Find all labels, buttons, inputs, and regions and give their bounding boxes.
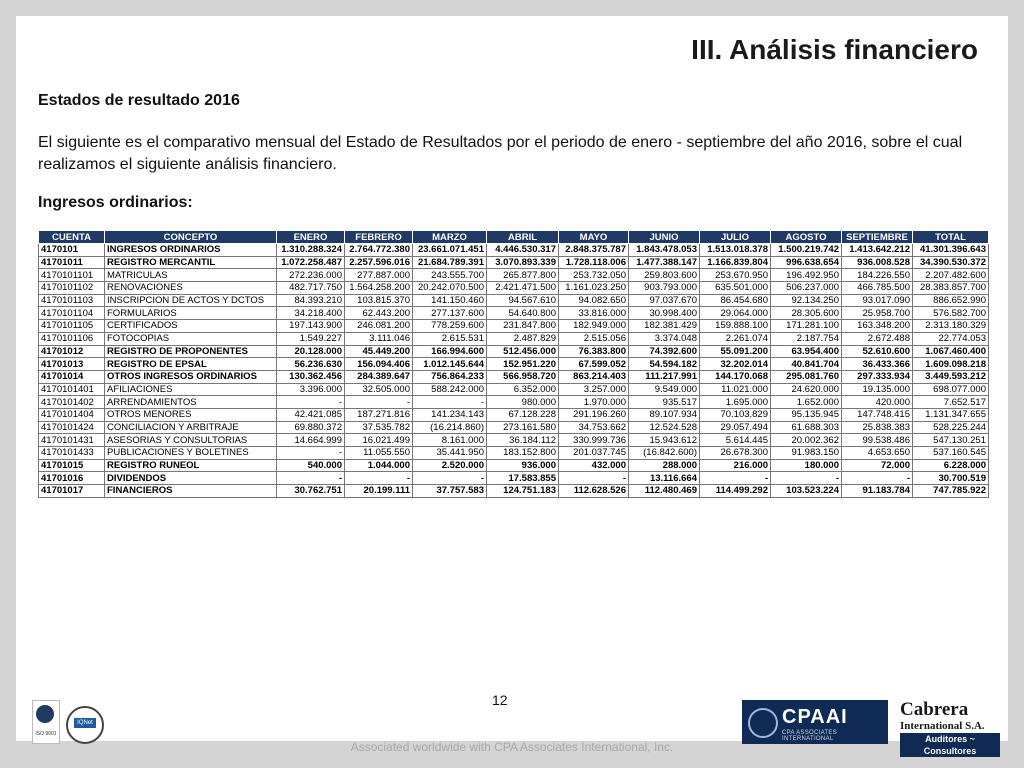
- amount-cell: 32.202.014: [700, 358, 771, 371]
- concept-cell: MATRICULAS: [105, 269, 277, 282]
- concept-cell: FORMULARIOS: [105, 307, 277, 320]
- amount-cell: 277.887.000: [345, 269, 413, 282]
- amount-cell: 12.524.528: [629, 421, 700, 434]
- amount-cell: 72.000: [842, 459, 913, 472]
- amount-cell: 99.538.486: [842, 434, 913, 447]
- amount-cell: 55.091.200: [700, 345, 771, 358]
- table-row: [39, 269, 989, 282]
- table-row: [39, 345, 989, 358]
- amount-cell: 903.793.000: [629, 282, 700, 295]
- amount-cell: 9.549.000: [629, 383, 700, 396]
- amount-cell: 8.161.000: [413, 434, 487, 447]
- amount-cell: 935.517: [629, 396, 700, 409]
- amount-cell: 1.044.000: [345, 459, 413, 472]
- amount-cell: 2.615.531: [413, 332, 487, 345]
- amount-cell: 34.218.400: [277, 307, 345, 320]
- amount-cell: 284.389.647: [345, 370, 413, 383]
- cpaai-tagline: CPA ASSOCIATES INTERNATIONAL: [782, 730, 837, 742]
- concept-cell: OTROS MENORES: [105, 408, 277, 421]
- column-header: FEBRERO: [345, 231, 413, 244]
- amount-cell: 25.838.383: [842, 421, 913, 434]
- amount-cell: 67.128.228: [487, 408, 559, 421]
- cabrera-logo: [900, 699, 1000, 756]
- amount-cell: -: [345, 396, 413, 409]
- concept-cell: INSCRIPCION DE ACTOS Y DCTOS: [105, 294, 277, 307]
- amount-cell: 936.008.528: [842, 256, 913, 269]
- amount-cell: 91.983.150: [771, 447, 842, 460]
- account-cell: 4170101424: [39, 421, 105, 434]
- amount-cell: 778.259.600: [413, 320, 487, 333]
- amount-cell: 635.501.000: [700, 282, 771, 295]
- slide: [16, 16, 1008, 741]
- amount-cell: 76.383.800: [559, 345, 629, 358]
- amount-cell: -: [345, 472, 413, 485]
- table-row: [39, 282, 989, 295]
- account-cell: 41701014: [39, 370, 105, 383]
- amount-cell: 147.748.415: [842, 408, 913, 421]
- amount-cell: 103.815.370: [345, 294, 413, 307]
- column-header: AGOSTO: [771, 231, 842, 244]
- amount-cell: -: [277, 447, 345, 460]
- amount-cell: 141.150.460: [413, 294, 487, 307]
- amount-cell: -: [277, 396, 345, 409]
- amount-cell: 52.610.600: [842, 345, 913, 358]
- amount-cell: 1.161.023.250: [559, 282, 629, 295]
- amount-cell: 506.237.000: [771, 282, 842, 295]
- amount-cell: 4.446.530.317: [487, 244, 559, 257]
- amount-cell: 512.456.000: [487, 345, 559, 358]
- account-cell: 4170101431: [39, 434, 105, 447]
- table-row: [39, 421, 989, 434]
- amount-cell: 156.094.406: [345, 358, 413, 371]
- amount-cell: 1.843.478.053: [629, 244, 700, 257]
- amount-cell: 243.555.700: [413, 269, 487, 282]
- amount-cell: 216.000: [700, 459, 771, 472]
- amount-cell: 29.057.494: [700, 421, 771, 434]
- column-header: ENERO: [277, 231, 345, 244]
- amount-cell: 756.864.233: [413, 370, 487, 383]
- amount-cell: 103.523.224: [771, 485, 842, 498]
- amount-cell: 144.170.068: [700, 370, 771, 383]
- table-row: [39, 472, 989, 485]
- table-row: [39, 459, 989, 472]
- amount-cell: 1.131.347.655: [913, 408, 989, 421]
- amount-cell: 1.695.000: [700, 396, 771, 409]
- table-row: [39, 294, 989, 307]
- amount-cell: 1.549.227: [277, 332, 345, 345]
- amount-cell: 1.166.839.804: [700, 256, 771, 269]
- amount-cell: 141.234.143: [413, 408, 487, 421]
- amount-cell: 291.196.260: [559, 408, 629, 421]
- amount-cell: 196.492.950: [771, 269, 842, 282]
- amount-cell: 4.653.650: [842, 447, 913, 460]
- amount-cell: 30.998.400: [629, 307, 700, 320]
- amount-cell: 112.480.469: [629, 485, 700, 498]
- amount-cell: 40.841.704: [771, 358, 842, 371]
- income-table: [38, 230, 989, 498]
- amount-cell: 253.732.050: [559, 269, 629, 282]
- amount-cell: 1.413.642.212: [842, 244, 913, 257]
- amount-cell: 30.762.751: [277, 485, 345, 498]
- account-cell: 41701015: [39, 459, 105, 472]
- amount-cell: 67.599.052: [559, 358, 629, 371]
- amount-cell: 466.785.500: [842, 282, 913, 295]
- amount-cell: 17.583.855: [487, 472, 559, 485]
- amount-cell: 37.757.583: [413, 485, 487, 498]
- amount-cell: -: [700, 472, 771, 485]
- amount-cell: 2.848.375.787: [559, 244, 629, 257]
- column-header: SEPTIEMBRE: [842, 231, 913, 244]
- concept-cell: REGISTRO RUNEOL: [105, 459, 277, 472]
- amount-cell: 28.305.600: [771, 307, 842, 320]
- amount-cell: 21.684.789.391: [413, 256, 487, 269]
- concept-cell: FINANCIEROS: [105, 485, 277, 498]
- concept-cell: FOTOCOPIAS: [105, 332, 277, 345]
- amount-cell: 23.661.071.451: [413, 244, 487, 257]
- amount-cell: 1.728.118.006: [559, 256, 629, 269]
- amount-cell: 36.184.112: [487, 434, 559, 447]
- amount-cell: 1.564.258.200: [345, 282, 413, 295]
- account-cell: 4170101105: [39, 320, 105, 333]
- amount-cell: 20.199.111: [345, 485, 413, 498]
- amount-cell: 747.785.922: [913, 485, 989, 498]
- amount-cell: 86.454.680: [700, 294, 771, 307]
- account-cell: 41701013: [39, 358, 105, 371]
- amount-cell: 936.000: [487, 459, 559, 472]
- amount-cell: 2.187.754: [771, 332, 842, 345]
- amount-cell: 33.816.000: [559, 307, 629, 320]
- amount-cell: 112.628.526: [559, 485, 629, 498]
- amount-cell: 69.880.372: [277, 421, 345, 434]
- amount-cell: 5.614.445: [700, 434, 771, 447]
- table-header-row: [39, 231, 989, 244]
- account-cell: 4170101102: [39, 282, 105, 295]
- globe-icon: [748, 708, 778, 738]
- amount-cell: 183.152.800: [487, 447, 559, 460]
- column-header: JUNIO: [629, 231, 700, 244]
- amount-cell: 74.392.600: [629, 345, 700, 358]
- concept-cell: DIVIDENDOS: [105, 472, 277, 485]
- concept-cell: CONCILIACION Y ARBITRAJE: [105, 421, 277, 434]
- account-cell: 4170101401: [39, 383, 105, 396]
- amount-cell: 11.055.550: [345, 447, 413, 460]
- column-header: ABRIL: [487, 231, 559, 244]
- amount-cell: 2.421.471.500: [487, 282, 559, 295]
- concept-cell: ARRENDAMIENTOS: [105, 396, 277, 409]
- table-row: [39, 332, 989, 345]
- amount-cell: 277.137.600: [413, 307, 487, 320]
- page-number: 12: [492, 692, 508, 708]
- amount-cell: 114.499.292: [700, 485, 771, 498]
- iqnet-label: IQNet: [74, 718, 96, 728]
- amount-cell: 537.160.545: [913, 447, 989, 460]
- section-subtitle: Estados de resultado 2016: [38, 92, 240, 109]
- amount-cell: 26.678.300: [700, 447, 771, 460]
- amount-cell: 32.505.000: [345, 383, 413, 396]
- amount-cell: (16.214.860): [413, 421, 487, 434]
- column-header: TOTAL: [913, 231, 989, 244]
- table-row: [39, 358, 989, 371]
- table-row: [39, 447, 989, 460]
- amount-cell: 15.943.612: [629, 434, 700, 447]
- amount-cell: 34.753.662: [559, 421, 629, 434]
- amount-cell: 297.333.934: [842, 370, 913, 383]
- cabrera-subname: International S.A.: [900, 720, 985, 732]
- amount-cell: 1.477.388.147: [629, 256, 700, 269]
- amount-cell: 62.443.200: [345, 307, 413, 320]
- account-cell: 41701016: [39, 472, 105, 485]
- amount-cell: 432.000: [559, 459, 629, 472]
- amount-cell: 201.037.745: [559, 447, 629, 460]
- amount-cell: 42.421.085: [277, 408, 345, 421]
- column-header: CUENTA: [39, 231, 105, 244]
- cabrera-name: Cabrera: [900, 699, 969, 720]
- table-row: [39, 383, 989, 396]
- column-header: MAYO: [559, 231, 629, 244]
- amount-cell: 259.803.600: [629, 269, 700, 282]
- concept-cell: REGISTRO DE PROPONENTES: [105, 345, 277, 358]
- amount-cell: (16.842.600): [629, 447, 700, 460]
- amount-cell: 6.228.000: [913, 459, 989, 472]
- amount-cell: 246.081.200: [345, 320, 413, 333]
- account-cell: 41701017: [39, 485, 105, 498]
- table-row: [39, 256, 989, 269]
- amount-cell: 16.021.499: [345, 434, 413, 447]
- amount-cell: 7.652.517: [913, 396, 989, 409]
- amount-cell: 56.236.630: [277, 358, 345, 371]
- amount-cell: 159.888.100: [700, 320, 771, 333]
- amount-cell: 420.000: [842, 396, 913, 409]
- column-header: CONCEPTO: [105, 231, 277, 244]
- intro-paragraph: El siguiente es el comparativo mensual del Estado de Resultados por el periodo de enero - septiembre del año 2016, sobre el cual realizamos el siguiente análisis financiero.: [38, 134, 963, 173]
- amount-cell: 3.374.048: [629, 332, 700, 345]
- amount-cell: 3.111.046: [345, 332, 413, 345]
- amount-cell: 54.594.182: [629, 358, 700, 371]
- amount-cell: 37.535.782: [345, 421, 413, 434]
- amount-cell: 1.012.145.644: [413, 358, 487, 371]
- concept-cell: PUBLICACIONES Y BOLETINES: [105, 447, 277, 460]
- table-row: [39, 307, 989, 320]
- page-title: III. Análisis financiero: [691, 34, 978, 65]
- amount-cell: 13.116.664: [629, 472, 700, 485]
- concept-cell: REGISTRO DE EPSAL: [105, 358, 277, 371]
- amount-cell: 698.077.000: [913, 383, 989, 396]
- amount-cell: 152.951.220: [487, 358, 559, 371]
- amount-cell: 2.207.482.600: [913, 269, 989, 282]
- table-row: [39, 434, 989, 447]
- amount-cell: 93.017.090: [842, 294, 913, 307]
- amount-cell: 1.500.219.742: [771, 244, 842, 257]
- concept-cell: CERTIFICADOS: [105, 320, 277, 333]
- amount-cell: 231.847.800: [487, 320, 559, 333]
- amount-cell: 25.958.700: [842, 307, 913, 320]
- amount-cell: 45.449.200: [345, 345, 413, 358]
- concept-cell: RENOVACIONES: [105, 282, 277, 295]
- amount-cell: 29.064.000: [700, 307, 771, 320]
- table-row: [39, 396, 989, 409]
- amount-cell: 540.000: [277, 459, 345, 472]
- amount-cell: 588.242.000: [413, 383, 487, 396]
- amount-cell: 273.161.580: [487, 421, 559, 434]
- iso-certification-logo: [32, 700, 60, 744]
- amount-cell: 41.301.396.643: [913, 244, 989, 257]
- amount-cell: 124.751.183: [487, 485, 559, 498]
- amount-cell: 197.143.900: [277, 320, 345, 333]
- amount-cell: 2.515.056: [559, 332, 629, 345]
- amount-cell: 182.381.429: [629, 320, 700, 333]
- amount-cell: 1.072.258.487: [277, 256, 345, 269]
- amount-cell: 3.070.893.339: [487, 256, 559, 269]
- column-header: MARZO: [413, 231, 487, 244]
- account-cell: 4170101101: [39, 269, 105, 282]
- column-header: JULIO: [700, 231, 771, 244]
- account-cell: 4170101104: [39, 307, 105, 320]
- account-cell: 4170101433: [39, 447, 105, 460]
- table-row: [39, 320, 989, 333]
- amount-cell: -: [771, 472, 842, 485]
- amount-cell: 1.513.018.378: [700, 244, 771, 257]
- amount-cell: 996.638.654: [771, 256, 842, 269]
- amount-cell: 2.313.180.329: [913, 320, 989, 333]
- amount-cell: 20.242.070.500: [413, 282, 487, 295]
- amount-cell: 1.970.000: [559, 396, 629, 409]
- amount-cell: 61.688.303: [771, 421, 842, 434]
- amount-cell: 288.000: [629, 459, 700, 472]
- amount-cell: -: [413, 396, 487, 409]
- amount-cell: -: [842, 472, 913, 485]
- amount-cell: 272.236.000: [277, 269, 345, 282]
- amount-cell: 182.949.000: [559, 320, 629, 333]
- amount-cell: -: [277, 472, 345, 485]
- amount-cell: 330.999.736: [559, 434, 629, 447]
- amount-cell: 482.717.750: [277, 282, 345, 295]
- amount-cell: 92.134.250: [771, 294, 842, 307]
- amount-cell: 295.081.760: [771, 370, 842, 383]
- amount-cell: 863.214.403: [559, 370, 629, 383]
- table-row: [39, 408, 989, 421]
- amount-cell: 30.700.519: [913, 472, 989, 485]
- amount-cell: 166.994.600: [413, 345, 487, 358]
- amount-cell: 130.362.456: [277, 370, 345, 383]
- amount-cell: 94.082.650: [559, 294, 629, 307]
- amount-cell: 54.640.800: [487, 307, 559, 320]
- table-row: [39, 370, 989, 383]
- cabrera-tagline: Auditores ~ Consultores: [900, 733, 1000, 757]
- iso-label: ISO 9001: [35, 731, 57, 737]
- amount-cell: 63.954.400: [771, 345, 842, 358]
- iqnet-certification-logo: [66, 706, 104, 744]
- amount-cell: 94.567.610: [487, 294, 559, 307]
- amount-cell: 22.774.053: [913, 332, 989, 345]
- income-heading: Ingresos ordinarios:: [38, 194, 193, 211]
- amount-cell: 2.672.488: [842, 332, 913, 345]
- amount-cell: 2.261.074: [700, 332, 771, 345]
- amount-cell: 2.487.829: [487, 332, 559, 345]
- amount-cell: -: [413, 472, 487, 485]
- account-cell: 4170101402: [39, 396, 105, 409]
- amount-cell: 3.396.000: [277, 383, 345, 396]
- account-cell: 4170101: [39, 244, 105, 257]
- iso-seal-icon: [36, 705, 54, 723]
- amount-cell: 2.257.596.016: [345, 256, 413, 269]
- amount-cell: 35.441.950: [413, 447, 487, 460]
- amount-cell: 980.000: [487, 396, 559, 409]
- amount-cell: 2.520.000: [413, 459, 487, 472]
- amount-cell: 34.390.530.372: [913, 256, 989, 269]
- concept-cell: REGISTRO MERCANTIL: [105, 256, 277, 269]
- concept-cell: INGRESOS ORDINARIOS: [105, 244, 277, 257]
- amount-cell: 265.877.800: [487, 269, 559, 282]
- concept-cell: ASESORIAS Y CONSULTORIAS: [105, 434, 277, 447]
- amount-cell: 187.271.816: [345, 408, 413, 421]
- amount-cell: 19.135.000: [842, 383, 913, 396]
- concept-cell: AFILIACIONES: [105, 383, 277, 396]
- amount-cell: 253.670.950: [700, 269, 771, 282]
- amount-cell: 28.383.857.700: [913, 282, 989, 295]
- amount-cell: 1.609.098.218: [913, 358, 989, 371]
- amount-cell: 111.217.991: [629, 370, 700, 383]
- amount-cell: 886.652.990: [913, 294, 989, 307]
- amount-cell: 20.128.000: [277, 345, 345, 358]
- amount-cell: 163.348.200: [842, 320, 913, 333]
- amount-cell: 3.449.593.212: [913, 370, 989, 383]
- account-cell: 4170101103: [39, 294, 105, 307]
- amount-cell: 547.130.251: [913, 434, 989, 447]
- amount-cell: 11.021.000: [700, 383, 771, 396]
- amount-cell: 1.067.460.400: [913, 345, 989, 358]
- table-row: [39, 244, 989, 257]
- cpaai-name: CPAAI: [782, 706, 848, 728]
- amount-cell: 566.958.720: [487, 370, 559, 383]
- amount-cell: 180.000: [771, 459, 842, 472]
- footer-text: Associated worldwide with CPA Associates International, Inc.: [350, 740, 674, 754]
- amount-cell: 91.183.784: [842, 485, 913, 498]
- amount-cell: 171.281.100: [771, 320, 842, 333]
- amount-cell: 1.652.000: [771, 396, 842, 409]
- amount-cell: 84.393.210: [277, 294, 345, 307]
- concept-cell: OTROS INGRESOS ORDINARIOS: [105, 370, 277, 383]
- table-row: [39, 485, 989, 498]
- account-cell: 4170101106: [39, 332, 105, 345]
- amount-cell: 6.352.000: [487, 383, 559, 396]
- account-cell: 41701011: [39, 256, 105, 269]
- amount-cell: 2.764.772.380: [345, 244, 413, 257]
- amount-cell: 528.225.244: [913, 421, 989, 434]
- amount-cell: 36.433.366: [842, 358, 913, 371]
- amount-cell: 97.037.670: [629, 294, 700, 307]
- account-cell: 41701012: [39, 345, 105, 358]
- amount-cell: 95.135.945: [771, 408, 842, 421]
- amount-cell: 3.257.000: [559, 383, 629, 396]
- amount-cell: 576.582.700: [913, 307, 989, 320]
- cpaai-logo: [742, 700, 888, 744]
- amount-cell: 70.103.829: [700, 408, 771, 421]
- account-cell: 4170101404: [39, 408, 105, 421]
- amount-cell: 24.620.000: [771, 383, 842, 396]
- amount-cell: 14.664.999: [277, 434, 345, 447]
- table-body: [39, 244, 989, 498]
- amount-cell: 184.226.550: [842, 269, 913, 282]
- amount-cell: 1.310.288.324: [277, 244, 345, 257]
- amount-cell: -: [559, 472, 629, 485]
- amount-cell: 89.107.934: [629, 408, 700, 421]
- amount-cell: 20.002.362: [771, 434, 842, 447]
